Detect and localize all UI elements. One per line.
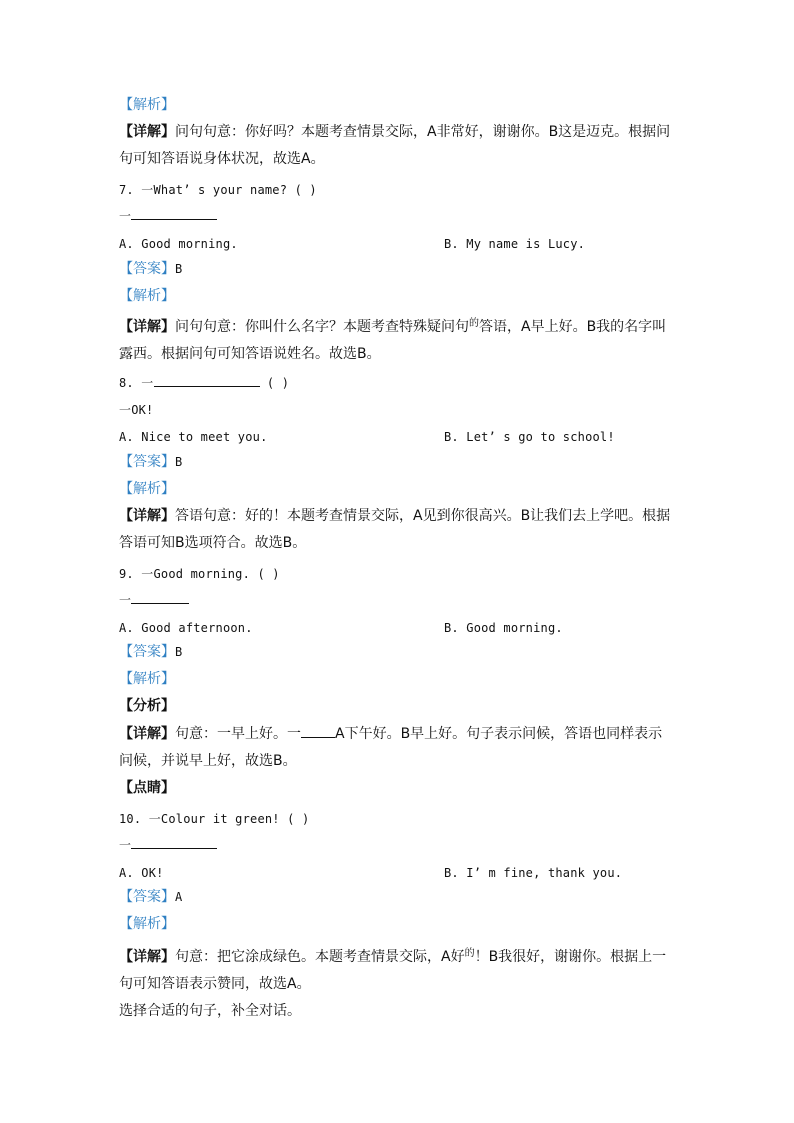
answer-value: B (175, 645, 183, 659)
detail-text-continued: 句可知答语说身体状况，故选A。 (119, 151, 325, 167)
option-a: A. OK! (119, 866, 164, 880)
detail-text-rest: ！B我很好，谢谢你。根据上一 (474, 949, 667, 965)
option-b: B. My name is Lucy. (444, 237, 586, 251)
answer-line (119, 260, 182, 278)
analysis-label: 【解析】 (119, 916, 175, 932)
detail-text-sup: 的 (464, 948, 475, 959)
detail-label: 【详解】 (119, 726, 175, 742)
options-row (119, 619, 679, 637)
option-a: A. Good morning. (119, 237, 238, 251)
detail-text: 句意：把它涂成绿色。本题考查情景交际，A好 (175, 949, 465, 965)
question-dash: 一 (141, 376, 154, 390)
reply-blank-line (119, 836, 217, 854)
question-7 (119, 181, 317, 199)
question-number: 8. (119, 376, 134, 390)
question-text: 一Good morning. ( ) (141, 567, 280, 581)
fenxi-label: 【分析】 (119, 698, 175, 714)
option-b: B. I’ m fine, thank you. (444, 866, 623, 880)
detail-text-sup: 的 (469, 318, 479, 329)
analysis-label: 【解析】 (119, 671, 175, 687)
detail-text-rest: 答语，A早上好。B我的名字叫 (479, 319, 667, 335)
answer-blank (154, 374, 260, 387)
answer-value: B (175, 455, 183, 469)
answer-label: 【答案】 (119, 644, 175, 660)
question-8 (119, 374, 289, 392)
answer-line (119, 453, 182, 471)
reply-line: 一OK! (119, 403, 154, 417)
reply-dash: 一 (119, 209, 132, 223)
reply-dash: 一 (119, 838, 132, 852)
detail-text-rest: A下午好。B早上好。句子表示问候，答语也同样表示 (335, 726, 663, 742)
detail-label: 【详解】 (119, 124, 175, 140)
option-b: B. Let’ s go to school! (444, 430, 615, 444)
detail-text: 问句句意：你好吗？本题考查情景交际，A非常好，谢谢你。B这是迈克。根据问 (175, 124, 671, 140)
option-a: A. Nice to meet you. (119, 430, 268, 444)
reply-blank-line (119, 591, 189, 609)
answer-label: 【答案】 (119, 889, 175, 905)
answer-line (119, 643, 182, 661)
detail-label: 【详解】 (119, 508, 175, 524)
answer-value: A (175, 890, 183, 904)
reply-blank-line (119, 207, 217, 225)
options-row (119, 235, 679, 253)
question-number: 9. (119, 567, 134, 581)
question-10 (119, 810, 309, 828)
detail-text-continued: 问候，并说早上好，故选B。 (119, 753, 297, 769)
detail-text-continued: 句可知答语表示赞同，故选A。 (119, 976, 311, 992)
detail-text: 问句句意：你叫什么名字？本题考查特殊疑问句 (175, 319, 469, 335)
dianjing-label: 【点睛】 (119, 780, 175, 796)
inline-blank (301, 725, 335, 738)
detail-paragraph (119, 507, 670, 525)
answer-label: 【答案】 (119, 454, 175, 470)
detail-text-continued: 露西。根据问句可知答语说姓名。故选B。 (119, 346, 381, 362)
detail-paragraph (119, 725, 662, 743)
question-text: 一Colour it green! ( ) (148, 812, 310, 826)
answer-value: B (175, 262, 183, 276)
section-instruction: 选择合适的句子，补全对话。 (119, 1003, 301, 1019)
question-number: 7. (119, 183, 134, 197)
question-paren: ( ) (259, 376, 290, 390)
detail-label: 【详解】 (119, 319, 175, 335)
detail-paragraph (119, 948, 666, 968)
detail-text-continued: 答语可知B选项符合。故选B。 (119, 535, 307, 551)
option-a: A. Good afternoon. (119, 621, 253, 635)
options-row (119, 864, 679, 882)
reply-dash: 一 (119, 593, 132, 607)
analysis-label: 【解析】 (119, 288, 175, 304)
detail-paragraph (119, 318, 666, 338)
answer-label: 【答案】 (119, 261, 175, 277)
question-9 (119, 565, 280, 583)
option-b: B. Good morning. (444, 621, 563, 635)
detail-paragraph (119, 123, 670, 141)
detail-text: 答语句意：好的！本题考查情景交际，A见到你很高兴。B让我们去上学吧。根据 (175, 508, 671, 524)
answer-blank (131, 207, 217, 220)
answer-line (119, 888, 182, 906)
detail-text: 句意：一早上好。一 (175, 726, 301, 742)
answer-blank (131, 836, 217, 849)
analysis-label: 【解析】 (119, 97, 175, 113)
question-number: 10. (119, 812, 142, 826)
detail-label: 【详解】 (119, 949, 175, 965)
analysis-label: 【解析】 (119, 481, 175, 497)
options-row (119, 428, 679, 446)
answer-blank (131, 591, 189, 604)
question-text: 一What’ s your name? ( ) (141, 183, 317, 197)
